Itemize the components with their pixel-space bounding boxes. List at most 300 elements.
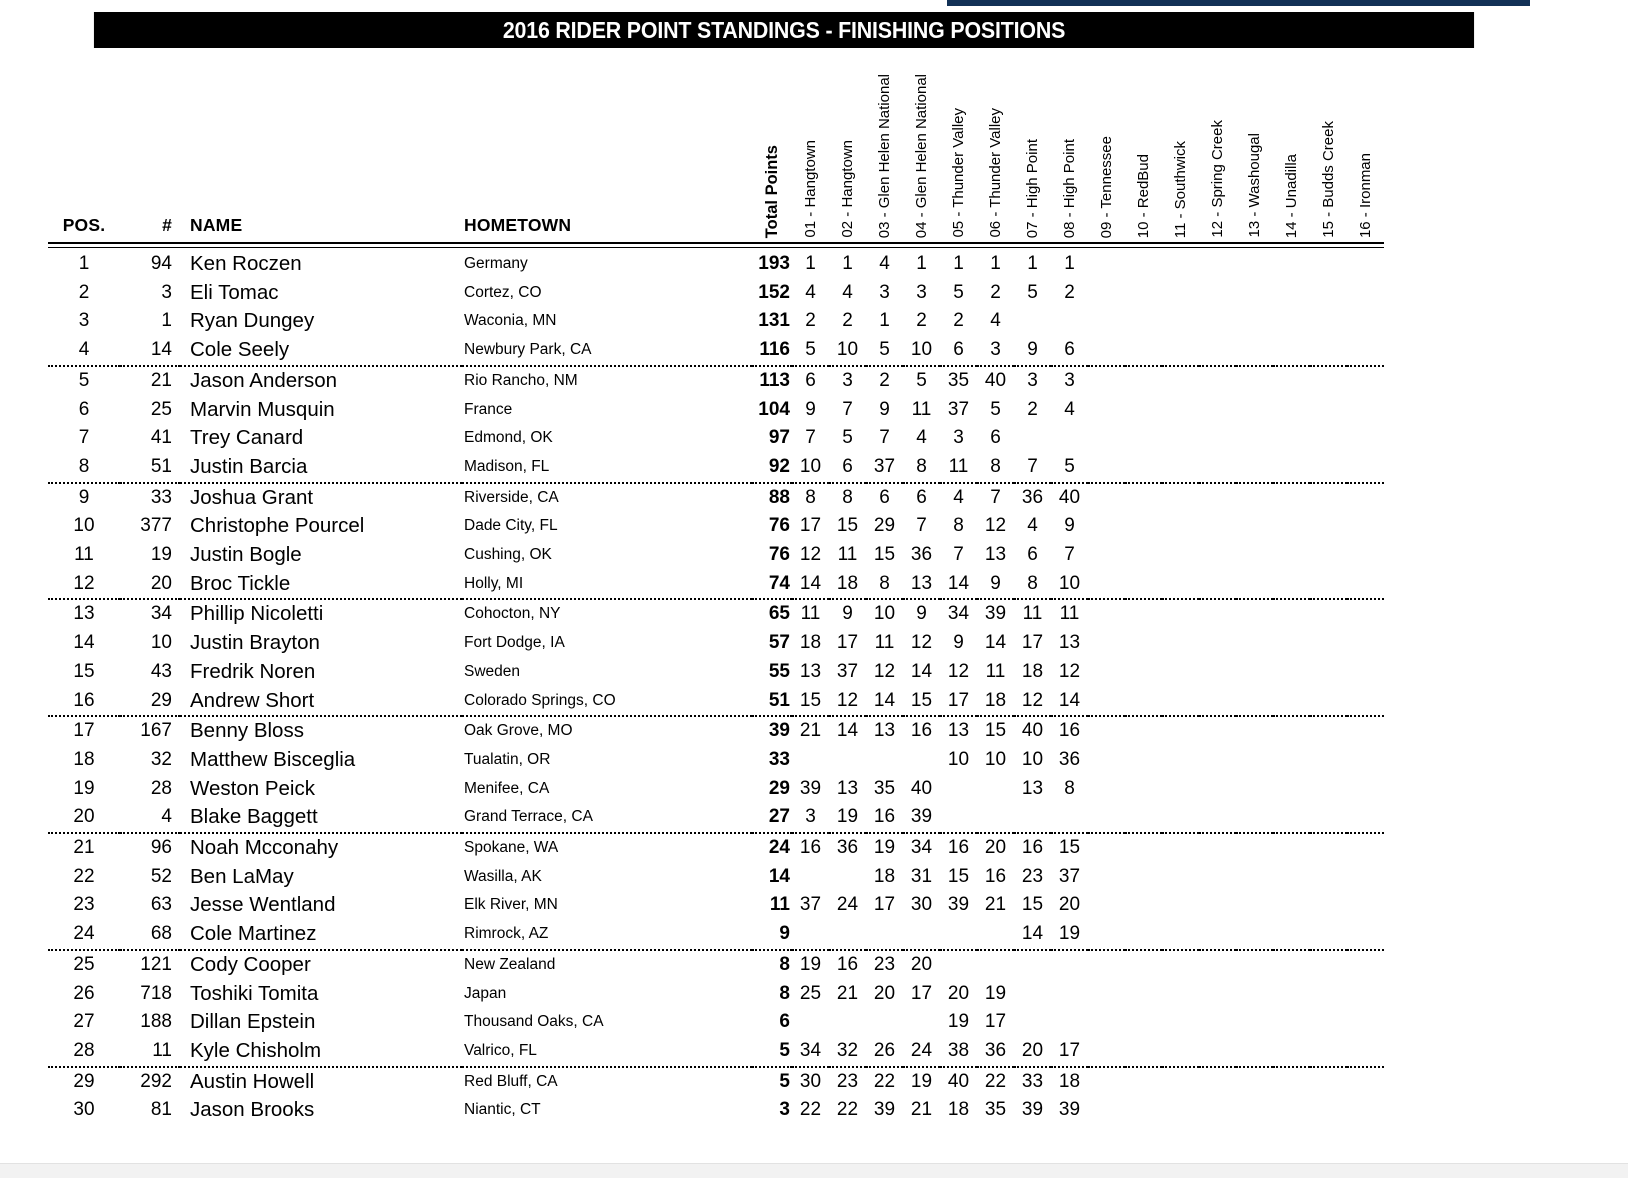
- cell-rider-number: 188: [140, 1011, 172, 1033]
- cell-rider-number: 68: [120, 920, 180, 950]
- cell-total-points: 76: [768, 515, 790, 537]
- table-row: [48, 336, 1384, 366]
- cell-race-result-10: [1125, 716, 1162, 746]
- cell-race-result-16: [1347, 863, 1384, 892]
- cell-race-result-12: [1199, 424, 1236, 453]
- cell-race-result-13: [1236, 1008, 1273, 1037]
- cell-race-result-14: [1273, 980, 1310, 1009]
- cell-race-result-11: [1162, 775, 1199, 804]
- cell-rider-name: Christophe Pourcel: [190, 514, 365, 538]
- cell-race-result-13: [1236, 366, 1273, 396]
- cell-race-result-16: [1347, 687, 1384, 717]
- cell-race-result-4: 20: [910, 953, 933, 975]
- cell-race-result-9: [1088, 279, 1125, 308]
- cell-race-result-14: [1273, 424, 1310, 453]
- cell-race-result-14: [1273, 687, 1310, 717]
- cell-position: 17: [73, 720, 95, 742]
- cell-race-result-2: 3: [842, 369, 853, 391]
- cell-race-result-8: [1051, 1008, 1088, 1037]
- cell-race-result-3: 39: [873, 1099, 896, 1121]
- cell-position: 23: [73, 894, 95, 916]
- cell-rider-number: 41: [150, 427, 172, 449]
- cell-race-result-7: 18: [1021, 660, 1044, 682]
- cell-race-result-5: 39: [947, 894, 970, 916]
- race-label: 04 - Glen Helen National: [913, 73, 930, 238]
- cell-race-result-6: 16: [984, 865, 1007, 887]
- cell-rider-number: 292: [140, 1070, 172, 1092]
- cell-race-result-5: 12: [947, 660, 970, 682]
- cell-hometown: Red Bluff, CA: [464, 1072, 558, 1090]
- cell-race-result-1: 1: [805, 253, 816, 274]
- cell-race-result-12: [1199, 1067, 1236, 1097]
- cell-rider-number: 19: [150, 544, 172, 566]
- cell-race-result-11: [1162, 629, 1199, 658]
- cell-hometown: Cohocton, NY: [464, 605, 561, 623]
- cell-race-result-4: 3: [916, 281, 927, 303]
- cell-race-result-13: [1236, 803, 1273, 833]
- cell-race-result-4: 12: [910, 632, 933, 654]
- standings-table-container: [0, 60, 1628, 1125]
- cell-position: 9: [78, 486, 90, 508]
- cell-race-result-11: [1162, 570, 1199, 600]
- cell-race-result-4: 5: [916, 369, 927, 391]
- cell-race-result-12: [1199, 920, 1236, 950]
- cell-race-result-11: [1162, 1096, 1199, 1125]
- cell-race-result-9: [1088, 746, 1125, 775]
- cell-race-result-10: [1125, 1067, 1162, 1097]
- cell-rider-name: Eli Tomac: [190, 280, 279, 304]
- cell-race-result-16: [1347, 512, 1384, 541]
- cell-race-result-3: 29: [873, 515, 896, 537]
- cell-race-result-11: [1162, 248, 1199, 279]
- cell-race-result-11: [1162, 920, 1199, 950]
- column-header-race-8: [1051, 60, 1088, 243]
- cell-race-result-11: [1162, 980, 1199, 1009]
- cell-race-result-6: 3: [977, 336, 1014, 366]
- cell-race-result-8: 1: [1064, 253, 1075, 274]
- cell-race-result-8: 12: [1058, 660, 1081, 682]
- cell-rider-number: 20: [120, 570, 180, 600]
- cell-race-result-10: [1125, 307, 1162, 336]
- cell-race-result-14: [1273, 599, 1310, 629]
- race-label: 16 - Ironman: [1357, 152, 1374, 238]
- cell-rider-name: Trey Canard: [190, 426, 304, 450]
- cell-position: 8: [48, 453, 120, 483]
- cell-race-result-10: [1125, 396, 1162, 425]
- cell-race-result-6: 11: [985, 660, 1006, 682]
- column-header-total-points-label: Total Points: [762, 144, 781, 238]
- cell-race-result-16: [1347, 1008, 1384, 1037]
- cell-race-result-1: 5: [792, 336, 829, 366]
- cell-rider-name: Cole Martinez: [180, 920, 462, 950]
- cell-race-result-2: 12: [829, 687, 866, 717]
- cell-race-result-14: [1273, 891, 1310, 920]
- cell-race-result-1: 30: [799, 1070, 822, 1092]
- cell-race-result-8: [1051, 950, 1088, 980]
- cell-race-result-1: 9: [805, 398, 816, 420]
- cell-race-result-2: 8: [842, 486, 853, 508]
- cell-race-result-2: 21: [836, 982, 859, 1004]
- cell-race-result-2: 17: [836, 632, 859, 654]
- cell-race-result-10: [1125, 863, 1162, 892]
- cell-race-result-12: [1199, 570, 1236, 600]
- cell-race-result-1: [792, 1008, 829, 1037]
- cell-race-result-15: [1310, 891, 1347, 920]
- cell-race-result-7: 11: [1022, 603, 1043, 625]
- cell-race-result-4: 31: [910, 865, 933, 887]
- cell-race-result-15: [1310, 279, 1347, 308]
- cell-race-result-6: 17: [984, 1011, 1007, 1033]
- cell-race-result-2: [829, 1008, 866, 1037]
- cell-hometown: Cortez, CO: [464, 283, 542, 301]
- cell-race-result-1: [792, 920, 829, 950]
- cell-rider-number: 377: [140, 515, 172, 537]
- cell-race-result-15: [1310, 950, 1347, 980]
- cell-race-result-7: 1: [1027, 253, 1038, 274]
- cell-race-result-6: [977, 803, 1014, 833]
- standings-table: [48, 60, 1384, 1125]
- cell-race-result-5: [940, 950, 977, 980]
- cell-hometown: Riverside, CA: [464, 488, 559, 506]
- cell-race-result-4: [903, 920, 940, 950]
- cell-race-result-2: [829, 863, 866, 892]
- cell-race-result-7: 6: [1027, 544, 1038, 566]
- cell-total-points: 29: [768, 777, 790, 799]
- cell-race-result-5: 18: [947, 1099, 970, 1121]
- cell-rider-number: 51: [120, 453, 180, 483]
- cell-hometown: Wasilla, AK: [464, 867, 542, 885]
- cell-hometown: Germany: [464, 255, 528, 272]
- table-row: [48, 687, 1384, 717]
- cell-position: 14: [73, 632, 95, 654]
- cell-total-points: 6: [779, 1011, 790, 1033]
- cell-race-result-1: 13: [799, 660, 822, 682]
- cell-total-points: 8: [779, 982, 790, 1004]
- cell-race-result-5: 7: [953, 544, 964, 566]
- cell-race-result-12: [1199, 453, 1236, 483]
- cell-position: 22: [73, 865, 95, 887]
- cell-race-result-12: [1199, 279, 1236, 308]
- cell-race-result-15: [1310, 248, 1347, 279]
- cell-rider-number: 34: [150, 603, 172, 625]
- cell-race-result-13: [1236, 336, 1273, 366]
- cell-race-result-4: 24: [903, 1037, 940, 1067]
- cell-race-result-3: [866, 920, 903, 950]
- race-label: 02 - Hangtown: [839, 140, 856, 238]
- cell-race-result-4: 2: [916, 310, 927, 332]
- cell-race-result-10: [1125, 483, 1162, 513]
- cell-race-result-2: 7: [842, 398, 853, 420]
- cell-race-result-14: [1273, 746, 1310, 775]
- cell-race-result-15: [1310, 396, 1347, 425]
- cell-race-result-12: [1199, 1037, 1236, 1067]
- table-row: [48, 512, 1384, 541]
- cell-rider-number: 28: [150, 777, 172, 799]
- cell-hometown: Rimrock, AZ: [462, 920, 752, 950]
- cell-race-result-5: 13: [947, 720, 970, 742]
- cell-race-result-5: 19: [947, 1011, 970, 1033]
- cell-race-result-4: 10: [903, 336, 940, 366]
- cell-race-result-9: [1088, 891, 1125, 920]
- cell-race-result-16: [1347, 307, 1384, 336]
- cell-total-points: 193: [758, 253, 790, 274]
- cell-race-result-3: [866, 1008, 903, 1037]
- cell-position: 5: [78, 369, 90, 391]
- cell-race-result-5: 5: [953, 281, 964, 303]
- cell-race-result-2: 11: [837, 544, 858, 566]
- cell-race-result-2: 14: [836, 720, 859, 742]
- cell-race-result-5: 20: [947, 982, 970, 1004]
- cell-race-result-11: [1162, 950, 1199, 980]
- cell-total-points: 9: [752, 920, 792, 950]
- cell-race-result-6: 15: [984, 720, 1007, 742]
- cell-race-result-9: [1088, 716, 1125, 746]
- cell-race-result-1: 10: [792, 453, 829, 483]
- table-row: [48, 833, 1384, 863]
- cell-race-result-7: 36: [1021, 486, 1044, 508]
- table-row: [48, 629, 1384, 658]
- cell-total-points: 24: [768, 837, 790, 859]
- cell-race-result-9: [1088, 687, 1125, 717]
- cell-race-result-9: [1088, 1008, 1125, 1037]
- column-header-race-16: [1347, 60, 1384, 243]
- cell-race-result-15: [1310, 512, 1347, 541]
- cell-race-result-15: [1310, 424, 1347, 453]
- cell-race-result-9: [1088, 833, 1125, 863]
- table-row: [48, 863, 1384, 892]
- cell-race-result-3: 26: [866, 1037, 903, 1067]
- cell-race-result-13: [1236, 833, 1273, 863]
- cell-race-result-8: 3: [1064, 369, 1075, 391]
- cell-race-result-1: [792, 863, 829, 892]
- cell-race-result-10: [1125, 950, 1162, 980]
- column-header-race-4: [903, 60, 940, 243]
- cell-race-result-4: 21: [910, 1099, 933, 1121]
- cell-race-result-6: 18: [977, 687, 1014, 717]
- cell-race-result-7: [1014, 1008, 1051, 1037]
- cell-race-result-8: [1051, 424, 1088, 453]
- cell-race-result-2: 5: [842, 427, 853, 449]
- cell-race-result-6: 21: [984, 894, 1007, 916]
- cell-hometown: New Zealand: [464, 955, 556, 973]
- cell-race-result-11: [1162, 366, 1199, 396]
- cell-hometown: Holly, MI: [462, 570, 752, 600]
- cell-race-result-12: [1199, 396, 1236, 425]
- cell-race-result-5: 38: [940, 1037, 977, 1067]
- cell-race-result-15: [1310, 833, 1347, 863]
- cell-position: 11: [74, 544, 94, 566]
- cell-total-points: 55: [768, 660, 790, 682]
- cell-race-result-12: [1199, 307, 1236, 336]
- cell-race-result-10: [1125, 336, 1162, 366]
- table-row: [48, 950, 1384, 980]
- cell-race-result-13: [1236, 980, 1273, 1009]
- cell-total-points: 88: [768, 486, 790, 508]
- cell-race-result-7: 16: [1021, 837, 1044, 859]
- cell-race-result-15: [1310, 336, 1347, 366]
- cell-race-result-13: [1236, 1037, 1273, 1067]
- race-label: 10 - RedBud: [1135, 153, 1152, 238]
- cell-race-result-14: [1273, 1008, 1310, 1037]
- cell-race-result-1: 21: [799, 720, 822, 742]
- cell-race-result-7: 14: [1014, 920, 1051, 950]
- cell-total-points: 14: [768, 865, 790, 887]
- cell-race-result-10: [1125, 248, 1162, 279]
- cell-position: 24: [48, 920, 120, 950]
- cell-rider-name: Ben LaMay: [190, 864, 294, 888]
- cell-position: 6: [78, 398, 90, 420]
- cell-race-result-6: 7: [990, 486, 1001, 508]
- cell-race-result-9: [1088, 483, 1125, 513]
- cell-race-result-10: [1125, 891, 1162, 920]
- cell-race-result-14: [1273, 1096, 1310, 1125]
- table-row: [48, 307, 1384, 336]
- cell-hometown: Grand Terrace, CA: [462, 803, 752, 833]
- cell-rider-name: Andrew Short: [180, 687, 462, 717]
- cell-race-result-3: 12: [873, 660, 896, 682]
- cell-race-result-9: [1088, 541, 1125, 570]
- cell-race-result-8: 13: [1058, 632, 1081, 654]
- cell-race-result-15: [1310, 863, 1347, 892]
- cell-hometown: Oak Grove, MO: [464, 722, 573, 740]
- cell-race-result-1: 6: [805, 369, 816, 391]
- cell-rider-name: Noah Mcconahy: [190, 836, 339, 860]
- cell-race-result-5: 14: [940, 570, 977, 600]
- table-row: [48, 599, 1384, 629]
- cell-race-result-9: [1088, 396, 1125, 425]
- table-row: [48, 483, 1384, 513]
- cell-race-result-7: 10: [1021, 748, 1044, 770]
- cell-race-result-4: 16: [910, 720, 933, 742]
- cell-race-result-14: [1273, 803, 1310, 833]
- cell-rider-number: 14: [120, 336, 180, 366]
- cell-race-result-2: [829, 920, 866, 950]
- cell-race-result-3: 14: [866, 687, 903, 717]
- cell-total-points: 39: [768, 720, 790, 742]
- cell-race-result-10: [1125, 366, 1162, 396]
- cell-race-result-9: [1088, 570, 1125, 600]
- cell-race-result-12: [1199, 950, 1236, 980]
- cell-race-result-14: [1273, 248, 1310, 279]
- cell-race-result-2: 6: [829, 453, 866, 483]
- table-row: [48, 746, 1384, 775]
- cell-race-result-5: 37: [947, 398, 970, 420]
- cell-rider-name: Matthew Bisceglia: [190, 747, 356, 771]
- cell-position: 12: [48, 570, 120, 600]
- cell-race-result-9: [1088, 1037, 1125, 1067]
- cell-race-result-13: [1236, 716, 1273, 746]
- cell-race-result-13: [1236, 687, 1273, 717]
- cell-position: 16: [48, 687, 120, 717]
- cell-race-result-16: [1347, 775, 1384, 804]
- cell-hometown: Fort Dodge, IA: [464, 634, 565, 652]
- cell-hometown: Valrico, FL: [462, 1037, 752, 1067]
- cell-race-result-12: [1199, 483, 1236, 513]
- cell-race-result-4: 34: [910, 837, 933, 859]
- cell-race-result-11: [1162, 483, 1199, 513]
- cell-rider-number: 25: [150, 398, 172, 420]
- cell-race-result-11: [1162, 833, 1199, 863]
- cell-rider-number: 718: [140, 982, 172, 1004]
- cell-race-result-4: 30: [910, 894, 933, 916]
- cell-hometown: Colorado Springs, CO: [462, 687, 752, 717]
- race-label: 11 - Southwick: [1172, 140, 1189, 238]
- cell-race-result-2: 19: [829, 803, 866, 833]
- cell-race-result-1: 2: [805, 310, 816, 332]
- cell-race-result-11: [1162, 1067, 1199, 1097]
- cell-race-result-8: 17: [1051, 1037, 1088, 1067]
- cell-race-result-14: [1273, 307, 1310, 336]
- cell-race-result-14: [1273, 396, 1310, 425]
- cell-race-result-13: [1236, 1067, 1273, 1097]
- cell-race-result-1: 22: [799, 1099, 822, 1121]
- cell-race-result-6: 22: [984, 1070, 1007, 1092]
- cell-race-result-15: [1310, 1037, 1347, 1067]
- cell-race-result-14: [1273, 483, 1310, 513]
- cell-race-result-13: [1236, 483, 1273, 513]
- column-header-race-5: [940, 60, 977, 243]
- cell-position: 28: [48, 1037, 120, 1067]
- cell-race-result-8: 40: [1058, 486, 1081, 508]
- cell-rider-number: 96: [150, 837, 172, 859]
- cell-hometown: Waconia, MN: [464, 312, 557, 330]
- cell-race-result-16: [1347, 950, 1384, 980]
- cell-race-result-2: 16: [836, 953, 859, 975]
- cell-hometown: Madison, FL: [462, 453, 752, 483]
- cell-total-points: 51: [752, 687, 792, 717]
- cell-race-result-10: [1125, 658, 1162, 687]
- cell-race-result-1: 16: [799, 837, 822, 859]
- cell-race-result-15: [1310, 366, 1347, 396]
- cell-race-result-5: 40: [947, 1070, 970, 1092]
- table-body: [48, 248, 1384, 1126]
- cell-race-result-16: [1347, 658, 1384, 687]
- cell-race-result-6: 13: [984, 544, 1007, 566]
- table-row: [48, 366, 1384, 396]
- cell-hometown: Spokane, WA: [464, 839, 559, 857]
- cell-position: 26: [73, 982, 95, 1004]
- cell-race-result-7: 7: [1014, 453, 1051, 483]
- cell-race-result-7: 8: [1014, 570, 1051, 600]
- cell-race-result-9: [1088, 980, 1125, 1009]
- race-label: 05 - Thunder Valley: [950, 108, 967, 238]
- table-row: [48, 1008, 1384, 1037]
- cell-rider-number: 1: [161, 310, 172, 332]
- cell-race-result-5: 9: [953, 632, 964, 654]
- cell-race-result-11: [1162, 716, 1199, 746]
- cell-race-result-16: [1347, 1067, 1384, 1097]
- race-label: 07 - High Point: [1024, 138, 1041, 238]
- cell-race-result-13: [1236, 775, 1273, 804]
- cell-position: 10: [73, 515, 95, 537]
- cell-race-result-3: 10: [873, 603, 896, 625]
- cell-race-result-6: [977, 950, 1014, 980]
- cell-total-points: 65: [768, 603, 790, 625]
- table-row: [48, 980, 1384, 1009]
- cell-race-result-1: 25: [799, 982, 822, 1004]
- cell-position: 13: [73, 603, 95, 625]
- cell-race-result-12: [1199, 512, 1236, 541]
- table-row: [48, 279, 1384, 308]
- cell-total-points: 8: [779, 953, 790, 975]
- cell-race-result-5: 3: [953, 427, 964, 449]
- column-header-pos: POS.: [62, 215, 106, 235]
- cell-race-result-7: [1014, 307, 1051, 336]
- header-row: [48, 60, 1384, 243]
- cell-race-result-11: [1162, 307, 1199, 336]
- cell-race-result-16: [1347, 453, 1384, 483]
- cell-race-result-5: [940, 775, 977, 804]
